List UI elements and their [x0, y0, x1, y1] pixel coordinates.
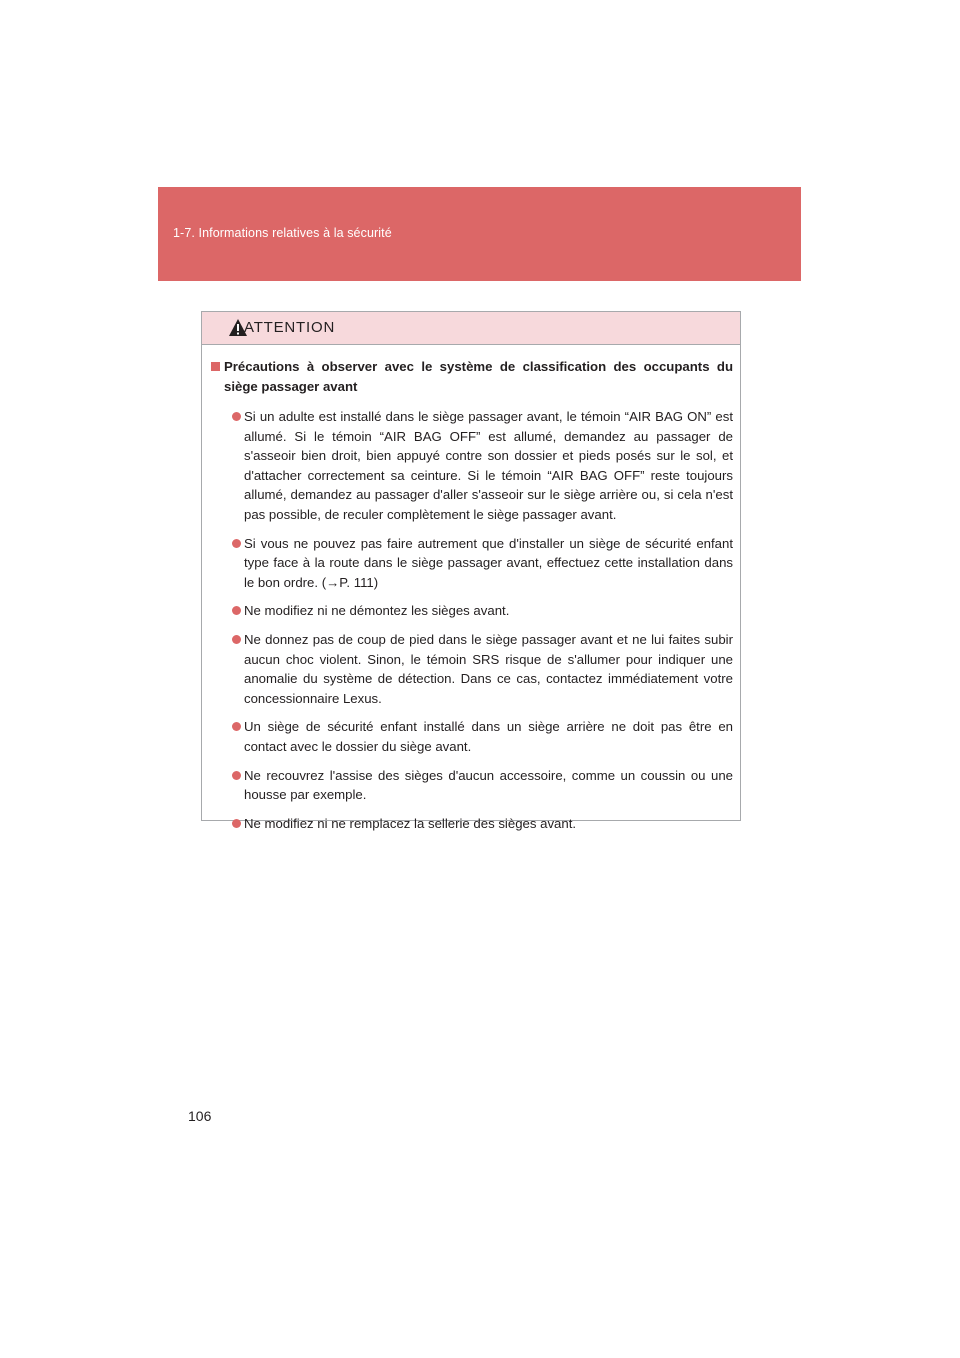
square-bullet-icon	[211, 362, 220, 371]
list-item-text: Si un adulte est installé dans le siège passager avant, le témoin “AIR BAG ON” est allumé. Si le témoin “AIR BAG OFF” est allumé, demandez au passager de s'asseoir bien droit, bien appuyé contre son dossier et pieds posés sur le sol, et d'attacher correctement sa ceinture. Si le témoin “AIR BAG OFF” reste toujours allumé, demandez au passager d'aller s'asseoir sur le siège arrière ou, si cela n'est pas possible, de reculer complètement le siège passager avant.	[244, 409, 733, 522]
list-item-text: Ne modifiez ni ne démontez les sièges avant.	[244, 603, 510, 619]
list-item	[232, 601, 733, 621]
warning-header	[202, 312, 740, 345]
list-item-text: Ne modifiez ni ne remplacez la sellerie des sièges avant.	[244, 815, 577, 831]
list-item-text: Ne recouvrez l'assise des sièges d'aucun accessoire, comme un coussin ou une housse par exemple.	[244, 767, 733, 803]
bullet-dot-icon	[232, 771, 241, 780]
list-item-text: Ne donnez pas de coup de pied dans le siège passager avant et ne lui faites subir aucun choc violent. Sinon, le témoin SRS risque de s'allumer pour indiquer une anomalie du système de détection. Dans ce cas, contactez immédiatement votre concessionnaire Lexus.	[244, 631, 733, 706]
page-number: 106	[188, 1108, 212, 1124]
list-item	[232, 766, 733, 805]
bullet-dot-icon	[232, 819, 241, 828]
warning-body	[202, 345, 740, 833]
list-item-text: Si vous ne pouvez pas faire autrement que d'installer un siège de sécurité enfant type face à la route dans le siège passager avant, effectuez cette installation dans le bon ordre. (→P. 111)	[244, 535, 733, 590]
bullet-dot-icon	[232, 722, 241, 731]
warning-box	[201, 311, 741, 831]
list-item	[232, 630, 733, 708]
bullet-dot-icon	[232, 635, 241, 644]
list-item	[232, 717, 733, 756]
list-item	[232, 534, 733, 593]
bullet-dot-icon	[232, 412, 241, 421]
bullet-dot-icon	[232, 539, 241, 548]
warning-title: ATTENTION	[244, 319, 336, 336]
warning-heading-row	[211, 357, 733, 397]
bullet-dot-icon	[232, 606, 241, 615]
section-title: 1-7. Informations relatives à la sécurité	[173, 226, 392, 240]
warning-heading: Précautions à observer avec le système de classification des occupants du siège passager avant	[224, 359, 733, 394]
list-item-text: Un siège de sécurité enfant installé dans un siège arrière ne doit pas être en contact avec le dossier du siège avant.	[244, 719, 733, 754]
list-item	[232, 814, 733, 834]
list-item	[232, 407, 733, 525]
